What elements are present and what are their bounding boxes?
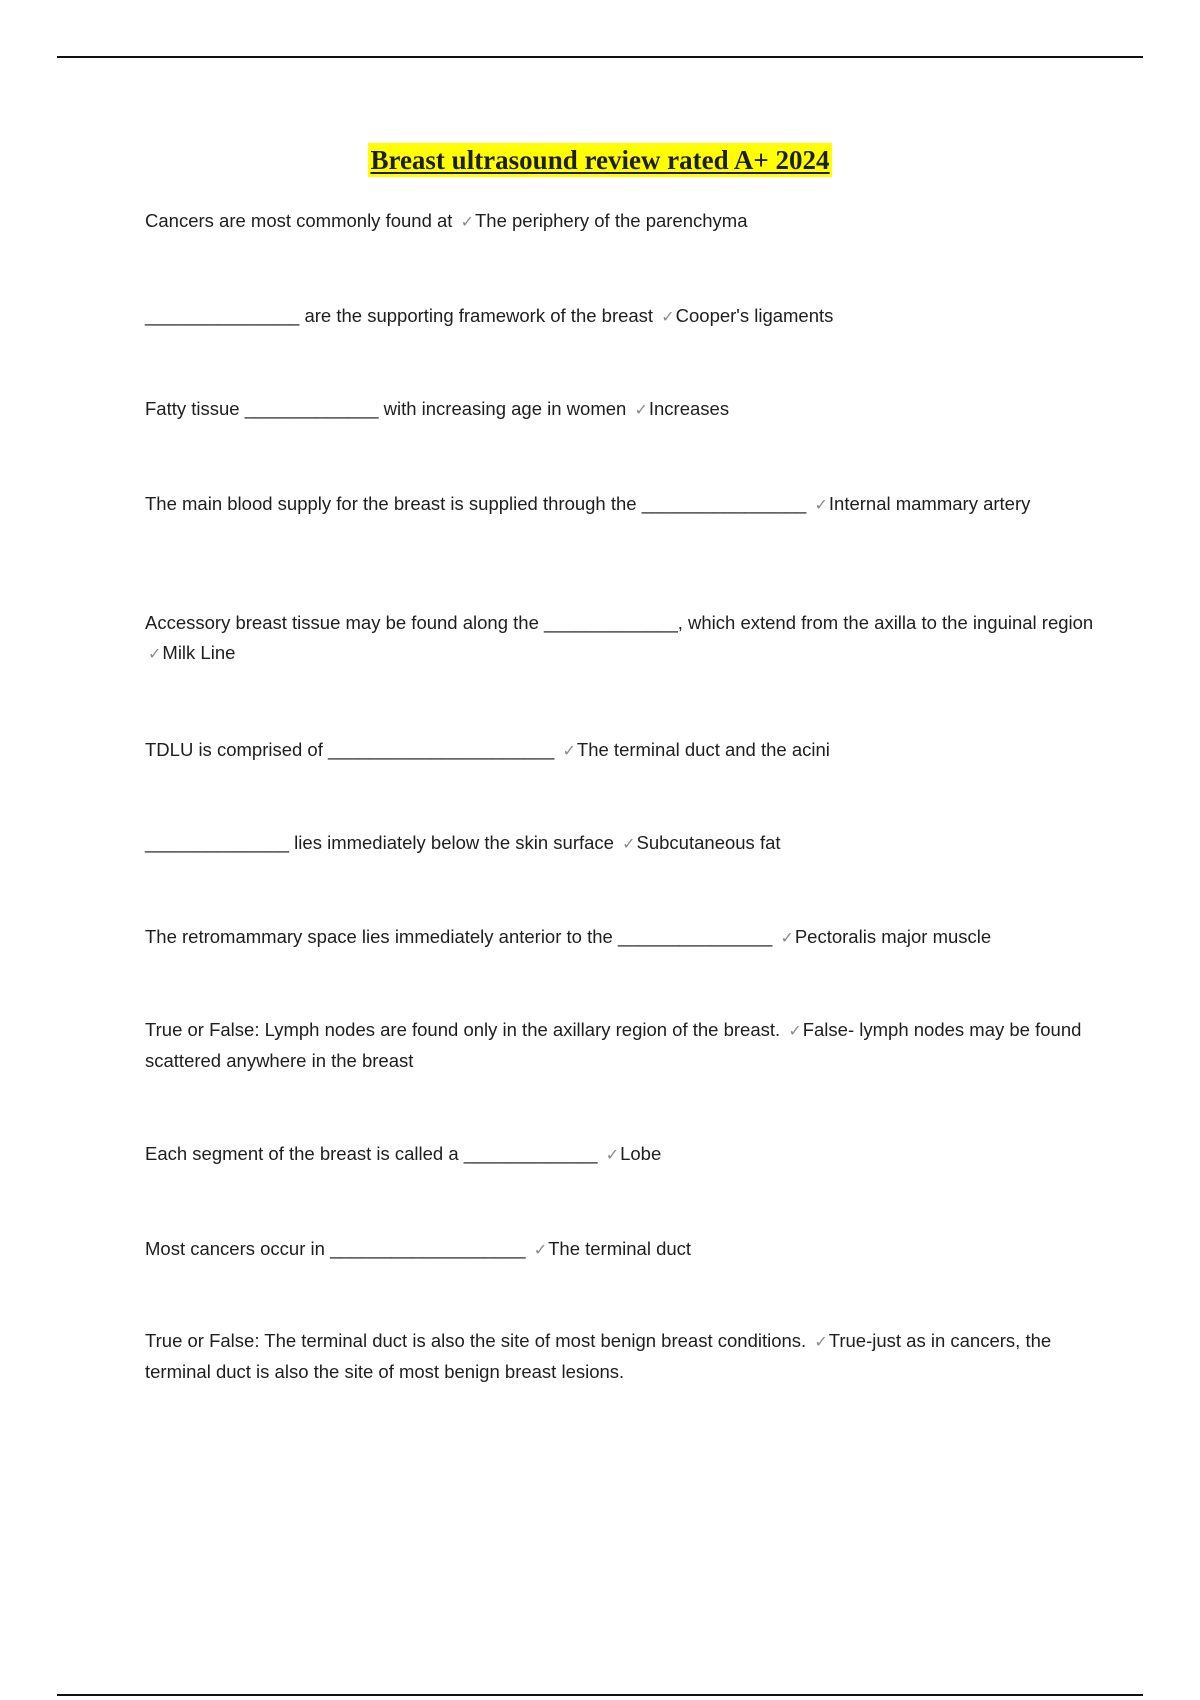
qa-item-3 (145, 394, 1095, 425)
qa-item-6 (145, 735, 1095, 766)
question-text: True or False: Lymph nodes are found only in the axillary region of the breast. (145, 1019, 781, 1040)
question-text: ______________ lies immediately below the skin surface (145, 832, 614, 853)
answer-text: Subcutaneous fat (636, 832, 781, 853)
answer-text: True-just as in cancers, the terminal duct is also the site of most benign breast lesions. (145, 1330, 1052, 1382)
qa-item-11 (145, 1234, 1095, 1265)
check-mark-icon: ✓ (634, 400, 648, 419)
answer-text: The terminal duct (548, 1238, 692, 1259)
question-text: TDLU is comprised of ______________________ (145, 739, 555, 760)
question-text: Accessory breast tissue may be found along the _____________, which extend from the axilla to the inguinal region (145, 612, 1094, 633)
answer-text: False- lymph nodes may be found scattered anywhere in the breast (145, 1019, 1082, 1071)
qa-item-12 (145, 1326, 1095, 1387)
qa-item-5 (145, 608, 1095, 669)
question-text: Most cancers occur in ___________________ (145, 1238, 526, 1259)
qa-item-4 (145, 489, 1095, 520)
answer-text: Pectoralis major muscle (794, 926, 992, 947)
qa-item-10 (145, 1139, 1095, 1170)
question-text: Each segment of the breast is called a _____________ (145, 1143, 598, 1164)
answer-text: Cooper's ligaments (675, 305, 834, 326)
answer-text: Internal mammary artery (828, 493, 1031, 514)
qa-item-9 (145, 1015, 1095, 1076)
question-text: Cancers are most commonly found at (145, 210, 453, 231)
page-title: Breast ultrasound review rated A+ 2024 (370, 145, 830, 175)
answer-text: The terminal duct and the acini (576, 739, 830, 760)
qa-item-1 (145, 206, 1095, 237)
bottom-rule (57, 1694, 1143, 1696)
check-mark-icon: ✓ (661, 307, 675, 326)
answer-text: Lobe (620, 1143, 662, 1164)
check-mark-icon: ✓ (148, 644, 162, 663)
check-mark-icon: ✓ (814, 495, 828, 514)
check-mark-icon: ✓ (622, 834, 636, 853)
top-rule (57, 56, 1143, 58)
check-mark-icon: ✓ (460, 212, 474, 231)
answer-text: The periphery of the parenchyma (474, 210, 748, 231)
check-mark-icon: ✓ (788, 1021, 802, 1040)
check-mark-icon: ✓ (780, 928, 794, 947)
answer-text: Milk Line (162, 642, 236, 663)
title-container (0, 143, 1200, 177)
check-mark-icon: ✓ (814, 1332, 828, 1351)
check-mark-icon: ✓ (562, 741, 576, 760)
question-text: True or False: The terminal duct is also the site of most benign breast conditions. (145, 1330, 807, 1351)
check-mark-icon: ✓ (605, 1145, 620, 1164)
question-text: _______________ are the supporting framework of the breast (145, 305, 654, 326)
qa-item-7 (145, 828, 1095, 859)
qa-item-2 (145, 301, 1095, 332)
question-text: The retromammary space lies immediately anterior to the _______________ (145, 926, 773, 947)
answer-text: Increases (648, 398, 730, 419)
qa-item-8 (145, 922, 1095, 953)
check-mark-icon: ✓ (533, 1240, 548, 1259)
question-text: Fatty tissue _____________ with increasing age in women (145, 398, 627, 419)
question-text: The main blood supply for the breast is supplied through the ________________ (145, 493, 807, 514)
